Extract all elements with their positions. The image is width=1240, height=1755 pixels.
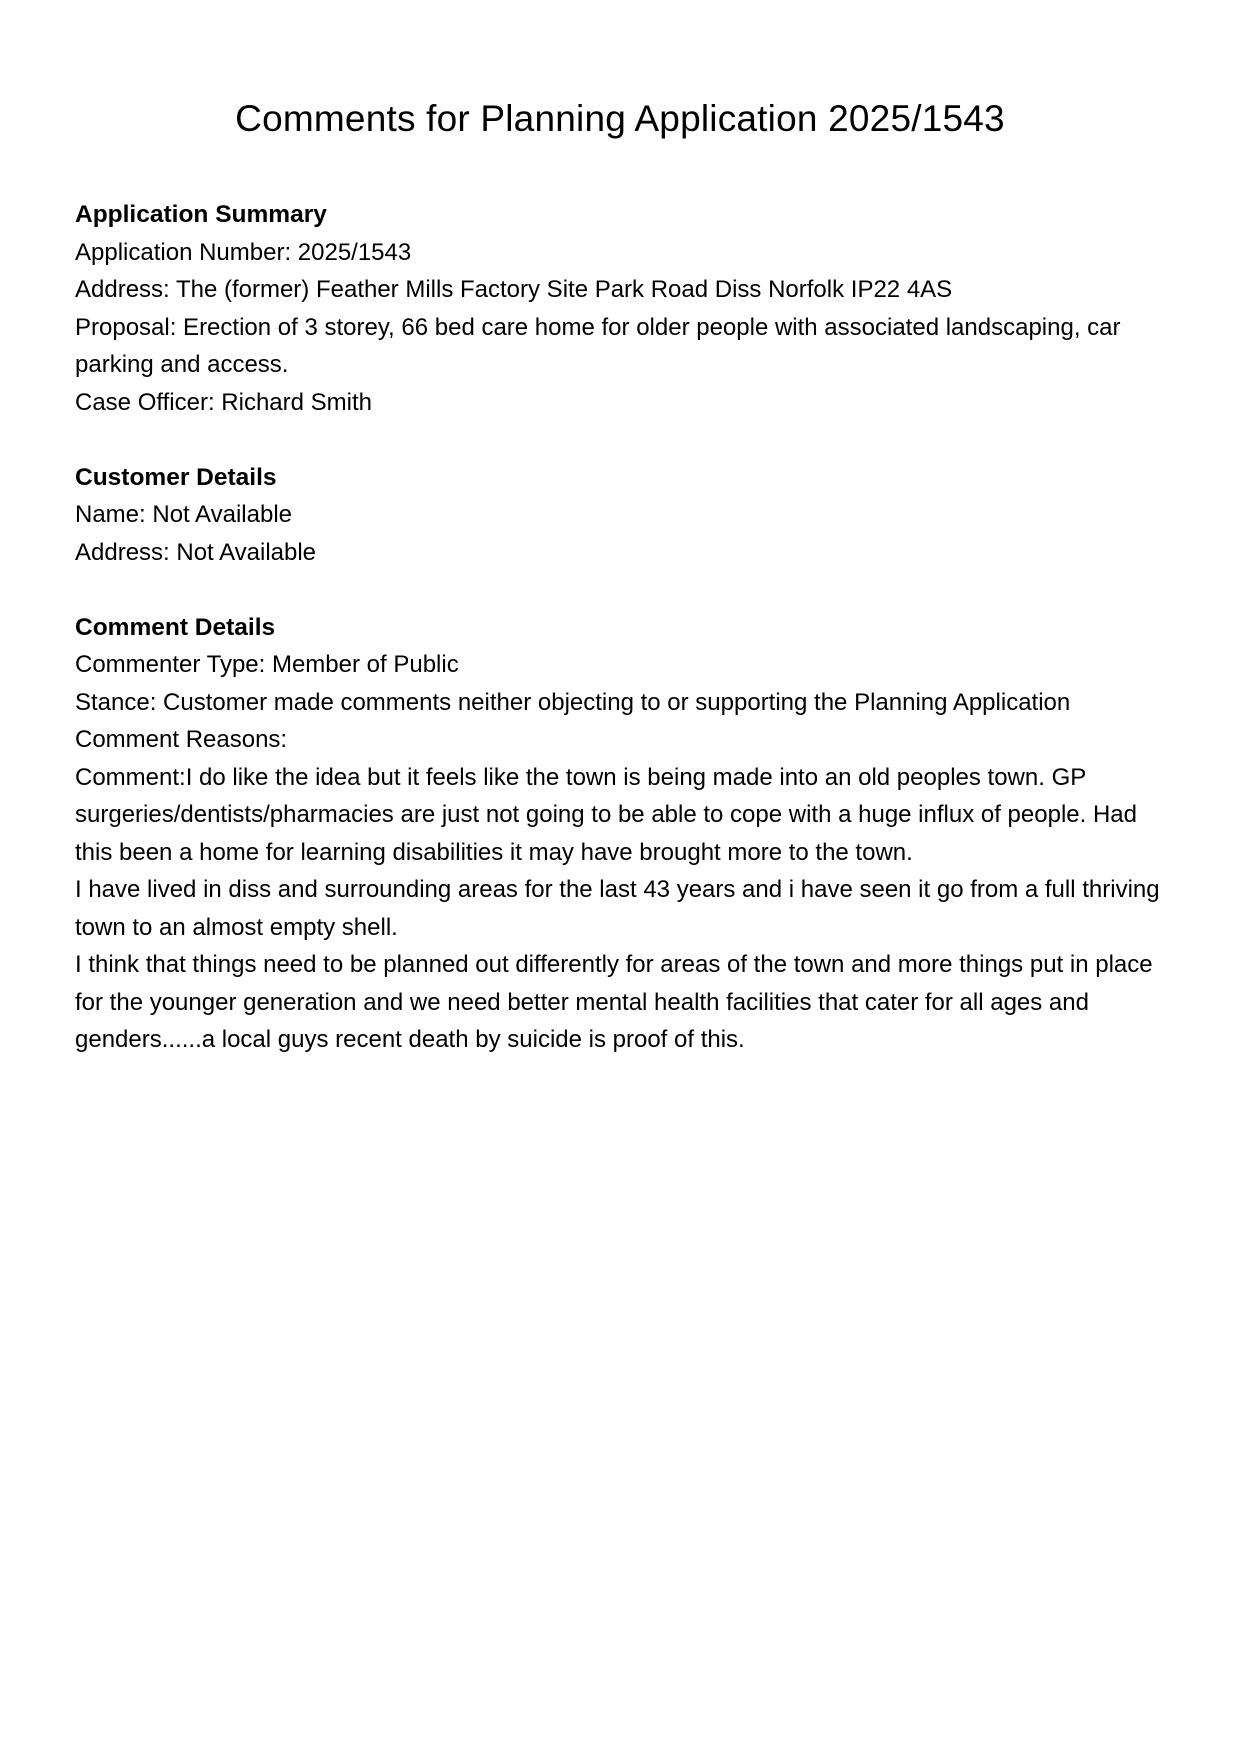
application-proposal: Proposal: Erection of 3 storey, 66 bed care home for older people with associated landscaping, car parking and access. xyxy=(75,313,1121,378)
application-address: Address: The (former) Feather Mills Factory Site Park Road Diss Norfolk IP22 4AS xyxy=(75,276,953,303)
customer-details-heading: Customer Details xyxy=(75,463,277,491)
commenter-type: Commenter Type: Member of Public xyxy=(75,651,459,678)
comment-paragraph: Comment:I do like the idea but it feels like the town is being made into an old peoples town. GP surgeries/dentists/pharmacies are just not going to be able to cope with a huge influx of people. Had this been a home for learning disabilities it may have brought more to the town. xyxy=(75,763,1137,866)
application-summary-heading: Application Summary xyxy=(75,201,327,228)
application-summary-section xyxy=(75,196,1165,421)
customer-address: Address: Not Available xyxy=(75,538,317,566)
customer-name: Name: Not Available xyxy=(75,501,293,528)
comment-details-heading: Comment Details xyxy=(75,613,276,641)
page-title: Comments for Planning Application 2025/1543 xyxy=(235,98,1005,139)
comment-stance: Stance: Customer made comments neither objecting to or supporting the Planning Application xyxy=(75,688,1071,716)
case-officer: Case Officer: Richard Smith xyxy=(75,388,372,416)
comment-details-section xyxy=(75,609,1165,1059)
comment-paragraph: I think that things need to be planned out differently for areas of the town and more things put in place for the younger generation and we need better mental health facilities that cater for all ages and genders......a local guys recent death by suicide is proof of this. xyxy=(75,951,1153,1053)
application-number: Application Number: 2025/1543 xyxy=(75,238,412,266)
comment-reasons: Comment Reasons: xyxy=(75,726,288,753)
comment-paragraph: I have lived in diss and surrounding areas for the last 43 years and i have seen it go from a full thriving town to an almost empty shell. xyxy=(75,876,1160,941)
customer-details-section xyxy=(75,459,1165,572)
